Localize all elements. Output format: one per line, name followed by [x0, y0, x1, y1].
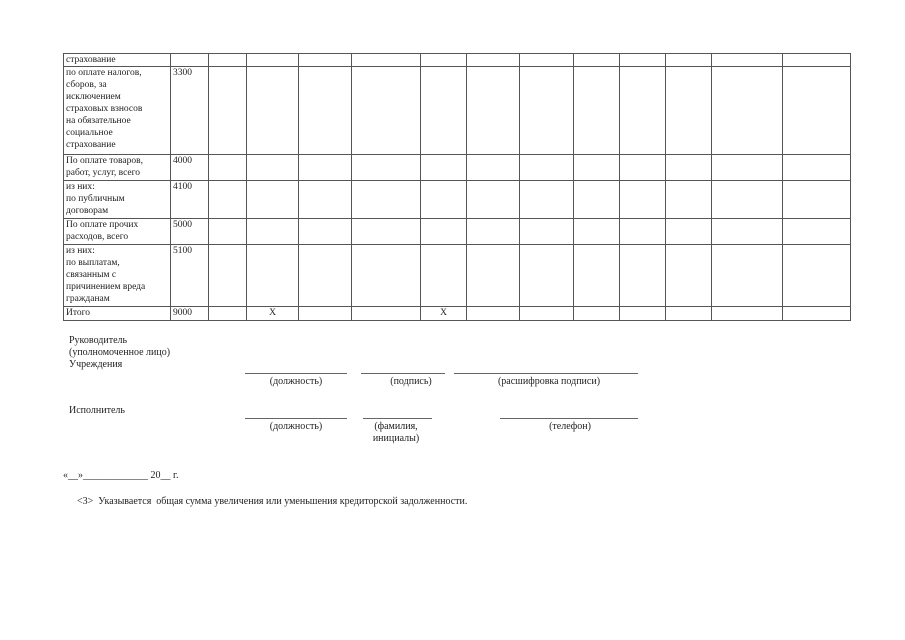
value-cell	[783, 219, 851, 245]
row-code-cell	[171, 54, 209, 67]
mark-cell	[247, 219, 299, 245]
mark-cell	[421, 67, 467, 155]
head-decoding-line[interactable]	[454, 373, 638, 374]
table-row	[64, 67, 851, 155]
value-cell	[620, 155, 666, 181]
value-cell	[352, 54, 421, 67]
value-cell	[299, 181, 352, 219]
value-cell	[467, 245, 520, 307]
row-name-cell: По оплате товаров, работ, услуг, всего	[64, 155, 171, 181]
value-cell	[666, 67, 712, 155]
value-cell	[520, 219, 574, 245]
table-row	[64, 307, 851, 321]
value-cell	[783, 181, 851, 219]
executor-label: Исполнитель	[69, 405, 125, 416]
head-position-line[interactable]	[245, 373, 347, 374]
row-name-cell: По оплате прочих расходов, всего	[64, 219, 171, 245]
value-cell	[620, 219, 666, 245]
value-cell	[520, 307, 574, 321]
executor-position-caption: (должность)	[269, 421, 323, 432]
value-cell	[574, 155, 620, 181]
value-cell	[666, 54, 712, 67]
executor-name-caption: (фамилия, инициалы)	[372, 421, 420, 444]
value-cell	[209, 67, 247, 155]
mark-cell: X	[421, 307, 467, 321]
value-cell	[620, 67, 666, 155]
value-cell	[520, 67, 574, 155]
value-cell	[666, 245, 712, 307]
value-cell	[712, 155, 783, 181]
head-decoding-caption: (расшифровка подписи)	[497, 376, 601, 387]
value-cell	[574, 307, 620, 321]
mark-cell	[247, 54, 299, 67]
value-cell	[299, 155, 352, 181]
executor-name-line[interactable]	[363, 418, 432, 419]
value-cell	[467, 54, 520, 67]
value-cell	[574, 54, 620, 67]
report-table	[63, 53, 851, 321]
row-code-cell: 4100	[171, 181, 209, 219]
value-cell	[467, 307, 520, 321]
value-cell	[712, 245, 783, 307]
value-cell	[574, 245, 620, 307]
executor-phone-caption: (телефон)	[549, 421, 591, 432]
value-cell	[666, 181, 712, 219]
mark-cell	[247, 155, 299, 181]
value-cell	[352, 67, 421, 155]
value-cell	[209, 219, 247, 245]
row-name-cell: по оплате налогов, сборов, за исключением страховых взносов на обязательное социальное страхование	[64, 67, 171, 155]
head-signature-caption: (подпись)	[390, 376, 432, 387]
value-cell	[467, 181, 520, 219]
value-cell	[574, 219, 620, 245]
value-cell	[299, 54, 352, 67]
value-cell	[620, 54, 666, 67]
row-name-cell: из них: по публичным договорам	[64, 181, 171, 219]
head-label: Руководитель (уполномоченное лицо) Учреждения	[69, 335, 171, 370]
head-position-caption: (должность)	[269, 376, 323, 387]
row-code-cell: 3300	[171, 67, 209, 155]
value-cell	[712, 67, 783, 155]
value-cell	[620, 181, 666, 219]
value-cell	[352, 307, 421, 321]
value-cell	[620, 307, 666, 321]
value-cell	[467, 67, 520, 155]
value-cell	[352, 181, 421, 219]
value-cell	[666, 155, 712, 181]
value-cell	[520, 245, 574, 307]
row-name-cell: Итого	[64, 307, 171, 321]
mark-cell	[421, 219, 467, 245]
value-cell	[520, 181, 574, 219]
row-name-cell: из них: по выплатам, связанным с причинением вреда гражданам	[64, 245, 171, 307]
value-cell	[520, 54, 574, 67]
date-line[interactable]: «__»_____________ 20__ г.	[63, 470, 179, 481]
value-cell	[574, 181, 620, 219]
value-cell	[352, 155, 421, 181]
head-signature-line[interactable]	[361, 373, 445, 374]
mark-cell	[421, 155, 467, 181]
value-cell	[209, 307, 247, 321]
row-code-cell: 4000	[171, 155, 209, 181]
value-cell	[783, 67, 851, 155]
value-cell	[209, 181, 247, 219]
row-code-cell: 5100	[171, 245, 209, 307]
value-cell	[209, 54, 247, 67]
mark-cell	[421, 54, 467, 67]
value-cell	[712, 181, 783, 219]
value-cell	[666, 307, 712, 321]
mark-cell	[421, 181, 467, 219]
table-row	[64, 155, 851, 181]
value-cell	[467, 155, 520, 181]
value-cell	[209, 245, 247, 307]
value-cell	[299, 67, 352, 155]
value-cell	[299, 307, 352, 321]
value-cell	[666, 219, 712, 245]
value-cell	[520, 155, 574, 181]
value-cell	[574, 67, 620, 155]
value-cell	[620, 245, 666, 307]
value-cell	[352, 219, 421, 245]
row-code-cell: 9000	[171, 307, 209, 321]
value-cell	[783, 155, 851, 181]
value-cell	[209, 155, 247, 181]
table-row	[64, 219, 851, 245]
value-cell	[783, 245, 851, 307]
value-cell	[783, 54, 851, 67]
mark-cell	[247, 181, 299, 219]
value-cell	[712, 54, 783, 67]
row-name-cell: страхование	[64, 54, 171, 67]
footnote: <3> Указывается общая сумма увеличения или уменьшения кредиторской задолженности.	[77, 496, 468, 507]
executor-phone-line[interactable]	[500, 418, 638, 419]
value-cell	[299, 219, 352, 245]
value-cell	[712, 307, 783, 321]
row-code-cell: 5000	[171, 219, 209, 245]
value-cell	[352, 245, 421, 307]
value-cell	[467, 219, 520, 245]
mark-cell	[247, 67, 299, 155]
value-cell	[299, 245, 352, 307]
table-row	[64, 181, 851, 219]
mark-cell	[421, 245, 467, 307]
value-cell	[783, 307, 851, 321]
mark-cell: X	[247, 307, 299, 321]
table-row	[64, 245, 851, 307]
mark-cell	[247, 245, 299, 307]
table-row	[64, 54, 851, 67]
executor-position-line[interactable]	[245, 418, 347, 419]
value-cell	[712, 219, 783, 245]
